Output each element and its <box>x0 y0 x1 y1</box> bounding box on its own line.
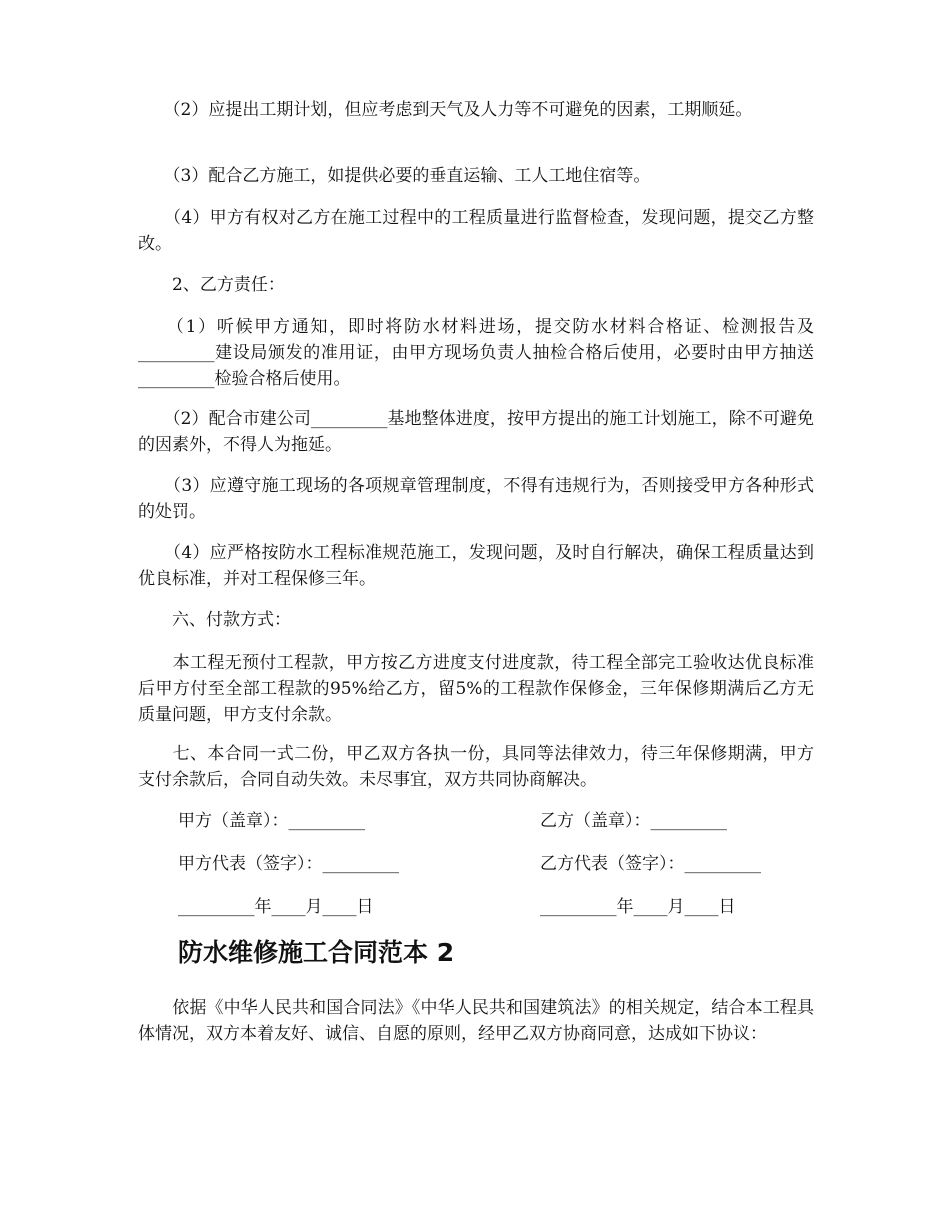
paragraph-duty-a-2: （2）应提出工期计划，但应考虑到天气及人力等不可避免的因素，工期顺延。 <box>138 100 753 120</box>
paragraph-payment-heading: 六、付款方式： <box>138 610 291 630</box>
party-a-seal-line: 甲方（盖章）：_________ <box>178 811 365 831</box>
paragraph-contract-copies: 七、本合同一式二份，甲乙双方各执一份，具同等法律效力，待三年保修期满，甲方支付余款后，合同自动失效。未尽事宜，双方共同协商解决。 <box>138 744 814 790</box>
party-b-date-line: _________年____月____日 <box>540 897 736 917</box>
paragraph-duty-b-4: （4）应严格按防水工程标准规范施工，发现问题，及时自行解决，确保工程质量达到优良标准，并对工程保修三年。 <box>138 543 814 589</box>
paragraph-duty-a-3: （3）配合乙方施工，如提供必要的垂直运输、工人工地住宿等。 <box>138 166 651 186</box>
paragraph-duty-a-4: （4）甲方有权对乙方在施工过程中的工程质量进行监督检查，发现问题，提交乙方整改。 <box>138 208 814 254</box>
paragraph-section2-intro: 依据《中华人民共和国合同法》《中华人民共和国建筑法》的相关规定，结合本工程具体情况，双方本着友好、诚信、自愿的原则，经甲乙双方协商同意，达成如下协议： <box>138 998 814 1044</box>
paragraph-duty-b-3: （3）应遵守施工现场的各项规章管理制度，不得有违规行为，否则接受甲方各种形式的处罚。 <box>138 476 814 522</box>
paragraph-duty-b-1: （1）听候甲方通知，即时将防水材料进场，提交防水材料合格证、检测报告及_________建设局颁发的准用证，由甲方现场负责人抽检合格后使用，必要时由甲方抽送_________检验合格后使用。 <box>138 317 814 389</box>
section-title: 防水维修施工合同范本 2 <box>178 938 455 967</box>
party-a-rep-line: 甲方代表（签字）：_________ <box>178 854 399 874</box>
party-b-seal-line: 乙方（盖章）：_________ <box>540 811 727 831</box>
paragraph-duty-b-2: （2）配合市建公司_________基地整体进度，按甲方提出的施工计划施工，除不可避免的因素外，不得人为拖延。 <box>138 409 814 455</box>
party-b-rep-line: 乙方代表（签字）：_________ <box>540 854 761 874</box>
paragraph-payment-terms: 本工程无预付工程款，甲方按乙方进度支付进度款，待工程全部完工验收达优良标准后甲方付至全部工程款的95%给乙方，留5%的工程款作保修金，三年保修期满后乙方无质量问题，甲方支付余款。 <box>138 653 814 725</box>
party-a-date-line: _________年____月____日 <box>178 897 374 917</box>
paragraph-party-b-heading: 2、乙方责任： <box>138 275 285 295</box>
